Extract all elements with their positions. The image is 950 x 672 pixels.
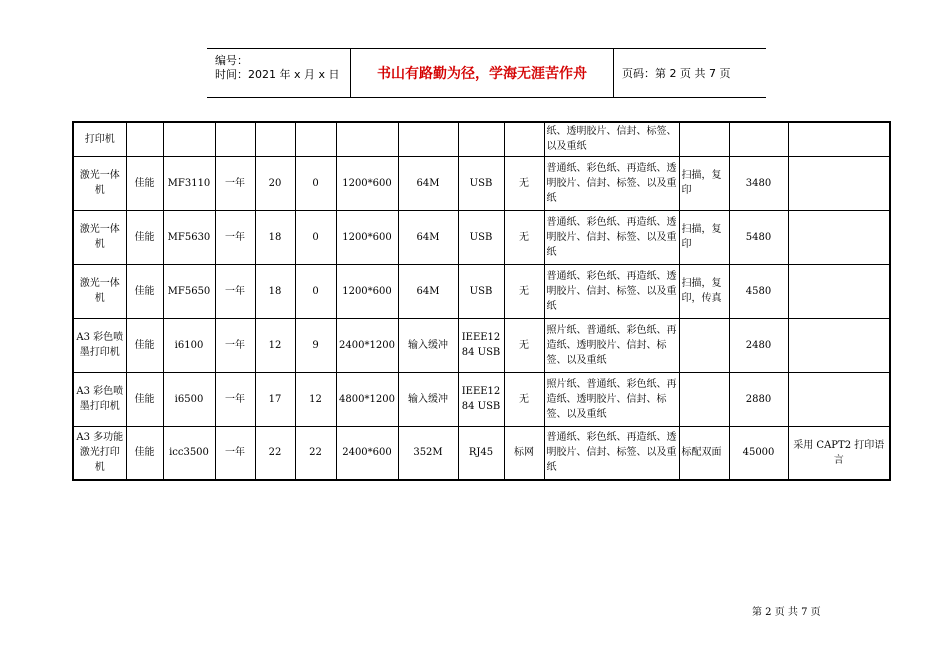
model-cell: MF5650 xyxy=(163,264,215,318)
model-cell: MF5630 xyxy=(163,210,215,264)
product-name-cell: A3 彩色喷墨打印机 xyxy=(73,372,126,426)
model-cell xyxy=(163,122,215,156)
function-cell xyxy=(679,122,729,156)
warranty-cell: 一年 xyxy=(215,372,255,426)
resolution-cell xyxy=(336,122,398,156)
interface-cell xyxy=(458,122,504,156)
memory-cell xyxy=(398,122,458,156)
interface-cell: USB xyxy=(458,264,504,318)
product-name-cell: 激光一体机 xyxy=(73,210,126,264)
speed-color-cell: 0 xyxy=(295,210,336,264)
price-cell: 4580 xyxy=(729,264,788,318)
paper-type-cell: 普通纸、彩色纸、再造纸、透明胶片、信封、标签、以及重纸 xyxy=(544,264,679,318)
note-cell xyxy=(788,210,890,264)
price-cell: 2480 xyxy=(729,318,788,372)
paper-type-cell: 普通纸、彩色纸、再造纸、透明胶片、信封、标签、以及重纸 xyxy=(544,210,679,264)
paper-type-cell: 照片纸、普通纸、彩色纸、再造纸、透明胶片、信封、标签、以及重纸 xyxy=(544,318,679,372)
table-row xyxy=(73,372,890,426)
brand-cell: 佳能 xyxy=(126,426,163,480)
speed-bw-cell: 17 xyxy=(255,372,295,426)
note-cell xyxy=(788,372,890,426)
header-page-number: 页码：第 2 页 共 7 页 xyxy=(622,67,731,80)
brand-cell xyxy=(126,122,163,156)
warranty-cell: 一年 xyxy=(215,210,255,264)
product-table xyxy=(72,121,891,481)
brand-cell: 佳能 xyxy=(126,372,163,426)
function-cell xyxy=(679,372,729,426)
paper-type-cell: 纸、透明胶片、信封、标签、以及重纸 xyxy=(544,122,679,156)
resolution-cell: 1200*600 xyxy=(336,210,398,264)
function-cell xyxy=(679,318,729,372)
warranty-cell: 一年 xyxy=(215,264,255,318)
interface-cell: RJ45 xyxy=(458,426,504,480)
model-cell: MF3110 xyxy=(163,156,215,210)
product-name-cell: 激光一体机 xyxy=(73,264,126,318)
speed-bw-cell: 18 xyxy=(255,210,295,264)
price-cell: 3480 xyxy=(729,156,788,210)
product-name-cell: A3 彩色喷墨打印机 xyxy=(73,318,126,372)
speed-bw-cell: 18 xyxy=(255,264,295,318)
price-cell xyxy=(729,122,788,156)
price-cell: 45000 xyxy=(729,426,788,480)
function-cell: 扫描，复印 xyxy=(679,156,729,210)
function-cell: 扫描，复印 xyxy=(679,210,729,264)
interface-cell: IEEE1284 USB xyxy=(458,372,504,426)
speed-bw-cell: 22 xyxy=(255,426,295,480)
memory-cell: 输入缓冲 xyxy=(398,318,458,372)
speed-color-cell: 12 xyxy=(295,372,336,426)
table-row xyxy=(73,122,890,156)
speed-color-cell: 22 xyxy=(295,426,336,480)
paper-type-cell: 普通纸、彩色纸、再造纸、透明胶片、信封、标签、以及重纸 xyxy=(544,426,679,480)
resolution-cell: 1200*600 xyxy=(336,156,398,210)
interface-cell: USB xyxy=(458,210,504,264)
function-cell: 扫描，复印，传真 xyxy=(679,264,729,318)
model-cell: icc3500 xyxy=(163,426,215,480)
brand-cell: 佳能 xyxy=(126,156,163,210)
table-row xyxy=(73,318,890,372)
memory-cell: 输入缓冲 xyxy=(398,372,458,426)
table-row xyxy=(73,156,890,210)
product-name-cell: 打印机 xyxy=(73,122,126,156)
network-cell: 标网 xyxy=(504,426,544,480)
resolution-cell: 2400*600 xyxy=(336,426,398,480)
memory-cell: 352M xyxy=(398,426,458,480)
document-number-label: 编号： xyxy=(215,54,248,67)
speed-bw-cell: 20 xyxy=(255,156,295,210)
memory-cell: 64M xyxy=(398,210,458,264)
note-cell xyxy=(788,318,890,372)
table-row xyxy=(73,426,890,480)
table-row xyxy=(73,210,890,264)
resolution-cell: 1200*600 xyxy=(336,264,398,318)
note-cell xyxy=(788,156,890,210)
paper-type-cell: 照片纸、普通纸、彩色纸、再造纸、透明胶片、信封、标签、以及重纸 xyxy=(544,372,679,426)
header-info-cell xyxy=(207,49,351,97)
note-cell: 采用 CAPT2 打印语言 xyxy=(788,426,890,480)
function-cell: 标配双面 xyxy=(679,426,729,480)
product-name-cell: A3 多功能激光打印机 xyxy=(73,426,126,480)
network-cell: 无 xyxy=(504,156,544,210)
warranty-cell: 一年 xyxy=(215,426,255,480)
network-cell: 无 xyxy=(504,210,544,264)
speed-color-cell: 0 xyxy=(295,156,336,210)
network-cell xyxy=(504,122,544,156)
header-slogan: 书山有路勤为径，学海无涯苦作舟 xyxy=(351,49,614,97)
warranty-cell: 一年 xyxy=(215,156,255,210)
memory-cell: 64M xyxy=(398,264,458,318)
resolution-cell: 2400*1200 xyxy=(336,318,398,372)
table-row xyxy=(73,264,890,318)
speed-bw-cell: 12 xyxy=(255,318,295,372)
model-cell: i6500 xyxy=(163,372,215,426)
page-header xyxy=(207,48,766,98)
paper-type-cell: 普通纸、彩色纸、再造纸、透明胶片、信封、标签、以及重纸 xyxy=(544,156,679,210)
resolution-cell: 4800*1200 xyxy=(336,372,398,426)
model-cell: i6100 xyxy=(163,318,215,372)
price-cell: 5480 xyxy=(729,210,788,264)
network-cell: 无 xyxy=(504,318,544,372)
speed-color-cell: 0 xyxy=(295,264,336,318)
document-time-label: 时间：2021 年 x 月 x 日 xyxy=(215,68,340,81)
warranty-cell: 一年 xyxy=(215,318,255,372)
speed-color-cell: 9 xyxy=(295,318,336,372)
network-cell: 无 xyxy=(504,264,544,318)
memory-cell: 64M xyxy=(398,156,458,210)
brand-cell: 佳能 xyxy=(126,210,163,264)
interface-cell: IEEE1284 USB xyxy=(458,318,504,372)
brand-cell: 佳能 xyxy=(126,264,163,318)
warranty-cell xyxy=(215,122,255,156)
brand-cell: 佳能 xyxy=(126,318,163,372)
product-name-cell: 激光一体机 xyxy=(73,156,126,210)
price-cell: 2880 xyxy=(729,372,788,426)
speed-color-cell xyxy=(295,122,336,156)
page-footer: 第 2 页 共 7 页 xyxy=(752,607,821,618)
note-cell xyxy=(788,122,890,156)
network-cell: 无 xyxy=(504,372,544,426)
speed-bw-cell xyxy=(255,122,295,156)
interface-cell: USB xyxy=(458,156,504,210)
note-cell xyxy=(788,264,890,318)
